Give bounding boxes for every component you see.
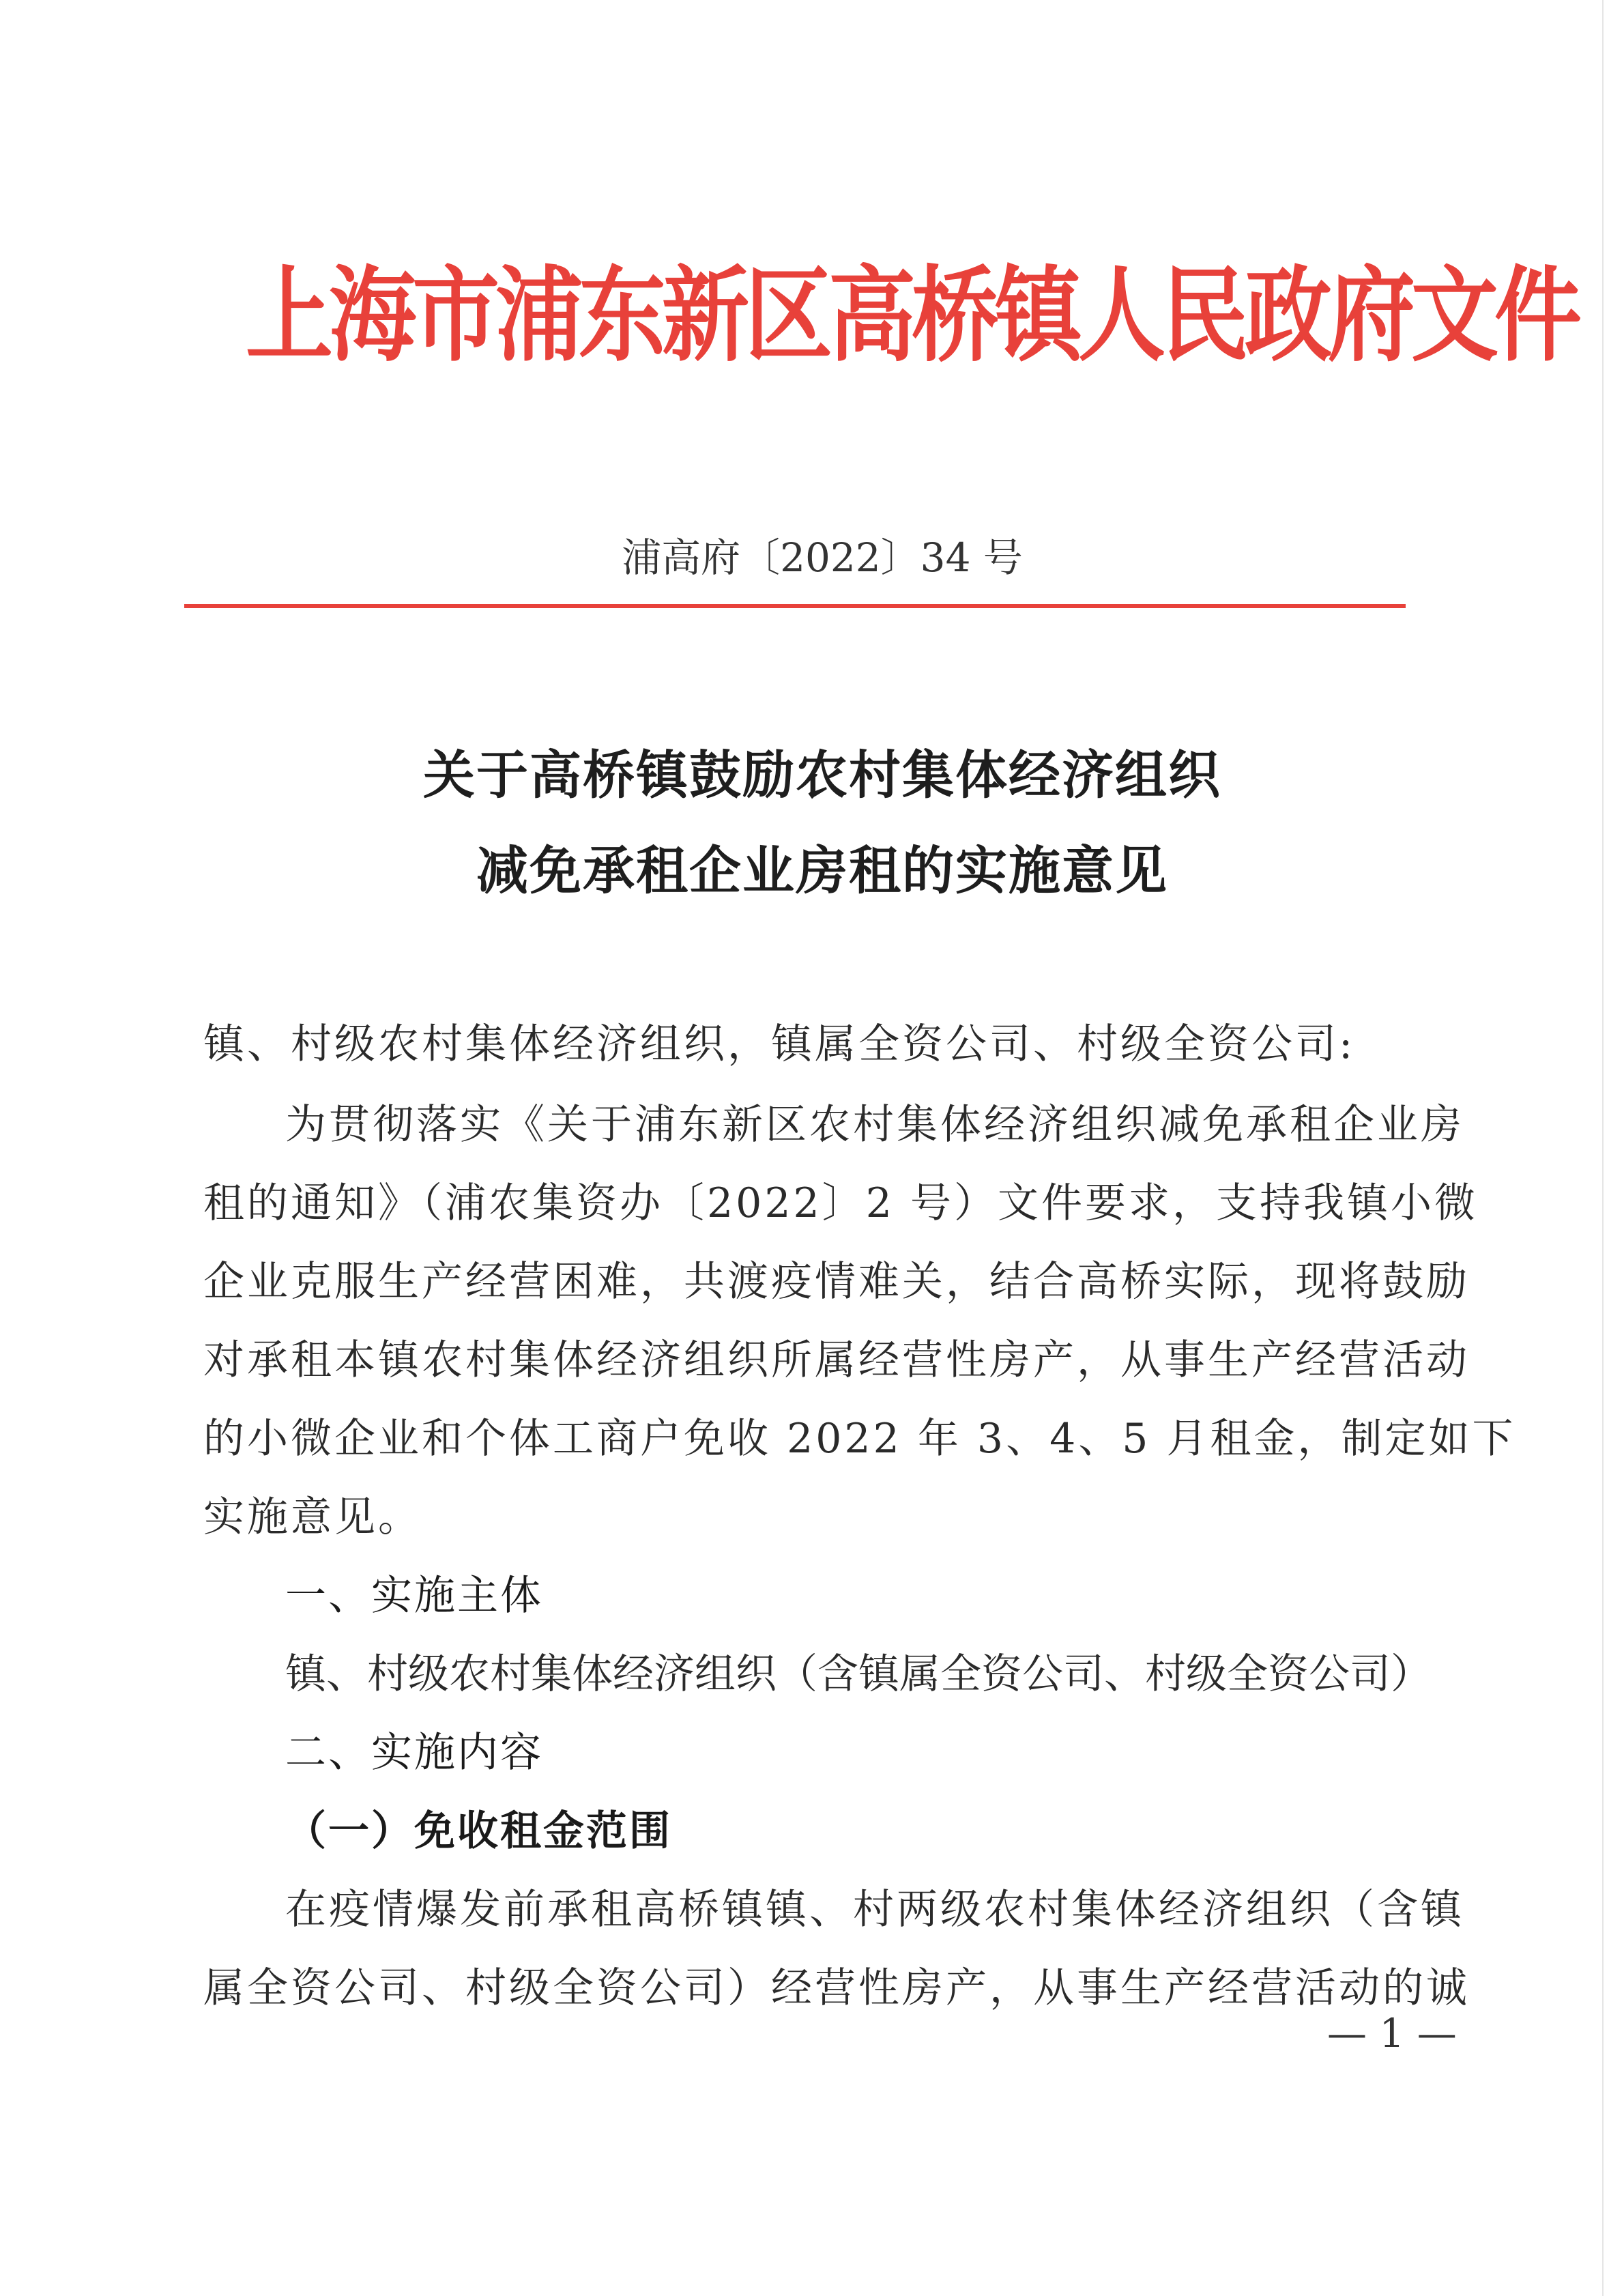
document-title-line-1: 关于高桥镇鼓励农村集体经济组织 [423, 745, 1221, 805]
page-number: — 1 — [1327, 2010, 1457, 2056]
document-title-line-2: 减免承租企业房租的实施意见 [476, 840, 1168, 901]
document-number: 浦高府〔2022〕34 号 [622, 534, 1023, 581]
intro-line: 租的通知》（浦农集资办〔2022〕2 号）文件要求，支持我镇小微 [203, 1179, 1478, 1227]
intro-line: 的小微企业和个体工商户免收 2022 年 3、4、5 月租金，制定如下 [203, 1415, 1516, 1463]
section-1-heading: 一、实施主体 [285, 1572, 543, 1620]
intro-line: 为贯彻落实《关于浦东新区农村集体经济组织减免承租企业房 [285, 1101, 1464, 1149]
page-edge [1602, 0, 1604, 2296]
section-2-subheading: （一）免收租金范围 [285, 1807, 672, 1855]
section-2-heading: 二、实施内容 [285, 1729, 543, 1777]
section-2-line: 属全资公司、村级全资公司）经营性房产，从事生产经营活动的诚 [203, 1964, 1470, 2012]
section-1-text: 镇、村级农村集体经济组织（含镇属全资公司、村级全资公司） [285, 1650, 1432, 1698]
agency-title: 上海市浦东新区高桥镇人民政府文件 [246, 255, 1578, 377]
intro-line: 实施意见。 [203, 1493, 422, 1541]
section-2-line: 在疫情爆发前承租高桥镇镇、村两级农村集体经济组织（含镇 [285, 1886, 1464, 1934]
intro-line: 企业克服生产经营困难，共渡疫情难关，结合高桥实际，现将鼓励 [203, 1258, 1470, 1306]
intro-line: 对承租本镇农村集体经济组织所属经营性房产，从事生产经营活动 [203, 1336, 1470, 1384]
red-divider [184, 604, 1406, 608]
recipients-line: 镇、村级农村集体经济组织，镇属全资公司、村级全资公司: [203, 1020, 1356, 1068]
